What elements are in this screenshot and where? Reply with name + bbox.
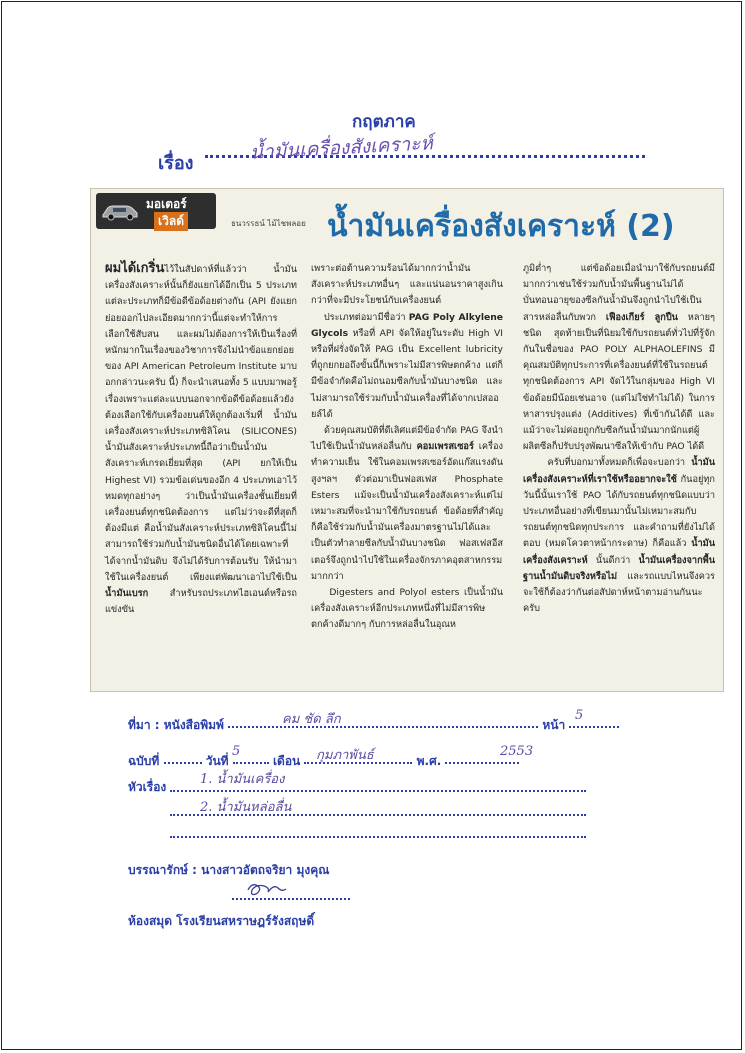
issue-dotted-line xyxy=(164,760,202,764)
paragraph: นั้นดีกว่า xyxy=(587,554,639,566)
topic-value-1: 1. น้ำมันเครื่อง xyxy=(200,772,285,787)
source-dotted-line xyxy=(228,724,538,728)
year-value: 2553 xyxy=(500,744,534,759)
source-value: คม ชัด ลึก xyxy=(282,712,341,727)
author-byline: ธนวรรธน์ ไม้ไชพลอย xyxy=(231,219,306,228)
page-value: 5 xyxy=(575,708,584,723)
day-label: วันที่ xyxy=(205,754,229,768)
page-label: หน้า xyxy=(542,718,566,732)
bold-phrase: น้ำมันเบรก xyxy=(105,588,149,600)
paragraph: ประเภทต่อมามีชื่อว่า xyxy=(323,311,409,323)
compiler-name: นางสาวอัตถจริยา มุงคุณ xyxy=(201,863,330,877)
paragraph: ด้วยคุณสมบัติที่ดีเลิศแต่มีข้อจำกัด PAG จึงนำไปใช้เป็นน้ำมันหล่อลื่นกับ xyxy=(311,425,503,453)
source-label: ที่มา : หนังสือพิมพ์ xyxy=(128,718,224,732)
lead-words: ผมได้เกริ่น xyxy=(105,261,165,276)
compiler-label: บรรณารักษ์ : xyxy=(128,863,197,877)
logo-text-top: มอเตอร์ xyxy=(146,197,187,211)
day-value: 5 xyxy=(232,744,241,759)
paragraph: เครื่องทำความเย็น ใช้ในคอมเพรสเซอร์อัดแก๊สแรงดันสูงฯลฯ ตัวต่อมาเป็นฟอสเฟส Phosphate Esters แม้จะเป็นน้ำมันเครื่องสังเคราะห์แต่ไม่เหมาะสมที่จะนำมาใช้กับรถยนต์ ข้อด้อยที่สำคัญก็คือใช้ร่วมกับน้ำมันเครื่องมาตรฐานไม่ได้และเป็นตัวทำลายซีลกับน้ำมันบางชนิด ฟอสเฟสอีสเตอร์จึงถูกนำไปใช้ในเครื่องจักรภาคอุตสาหกรรมมากกว่า xyxy=(311,441,503,582)
article-body xyxy=(105,261,715,686)
logo-text-bottom: เวิลด์ xyxy=(154,212,188,231)
paragraph: และรถแบบไหนจึงควรจะใช้ก็ต้องว่ากันต่อสัปดาห์หน้าตามอ่านกันนะครับ xyxy=(523,570,715,615)
topic-dotted-line-3 xyxy=(170,836,586,838)
bold-phrase: น้ำมันเครื่องสังเคราะห์ที่เราใช้หรืออยากจะใช้ xyxy=(523,457,716,485)
signature xyxy=(244,880,288,898)
article-headline: น้ำมันเครื่องสังเคราะห์ (2) xyxy=(327,209,675,244)
paragraph: เพราะต่อต้านความร้อนได้มากกว่าน้ำมันสังเคราะห์ประเภทอื่นๆ และแน่นอนราคาสูงเกินกว่าที่จะมีประโยชน์กับเครื่องยนต์ xyxy=(311,263,503,307)
bold-phrase: คอมเพรสเซอร์ xyxy=(416,441,474,453)
car-icon xyxy=(100,201,140,221)
issue-label: ฉบับที่ xyxy=(128,754,160,768)
paragraph: กันอยู่ทุกวันนี้นั้นเราใช้ PAO ได้กับรถยนต์ทุกชนิดแบบว่าประเภทอื่นอย่างที่เขียนมานั้นไม่เหมาะสมกับรถยนต์ทุกชนิดทุกประการ และคำถามที่ยังไม่ได้ตอบ (หมดโควตาหน้ากระดาษ) ก็คือแล้ว xyxy=(523,473,715,550)
day-dotted-line xyxy=(233,760,269,764)
topic-dotted-line-1 xyxy=(170,790,586,792)
paragraph: Digesters and Polyol esters เป็นน้ำมันเครื่องสังเคราะห์อีกประเภทหนึ่งที่ไม่มีสารพิษตกค้างดีมากๆ กับการหล่อลื่นในอุณห xyxy=(311,587,503,631)
paragraph: ไว้ในสัปดาห์ที่แล้วว่า น้ำมันเครื่องสังเคราะห์นั้นก็ยังแยกได้อีกเป็น 5 ประเภทแต่ละประเภทก็มีข้อดีข้อด้อยต่างกัน (API ยังแยกย่อยออกไปละเอียดมากกว่านี้แต่จะทำให้การเลือกใช้สับสน และผมไม่ต้องการให้เป็นเรื่องที่หนักมากในเรื่องของวิชาการจึงไม่นำข้อแยกย่อยของ API American Petroleum Institute มาบอกกล่าวนะครับ นี้) ก็จะนำเสนอทั้ง 5 แบบมาพอรู้เรื่องเพราะแต่ละแบบนอกจากข้อดีข้อด้อยแล้วยังต้องเลือกใช้กับเครื่องยนต์ให้ถูกต้องเริ่มที่ น้ำมันเครื่องสังเคราะห์ประเภทซิลิโคน (SILICONES) น้ำมันสังเคราะห์ประเภทนี้ถือว่าเป็นน้ำมันสังเคราะห์เกรดเยี่ยมที่สุด (API ยกให้เป็น Highest VI) รวมข้อเด่นของอีก 4 ประเภทเอาไว้หมดทุกอย่างๆ ว่าเป็นน้ำมันเครื่องชั้นเยี่ยมที่เครื่องยนต์ทุกชนิดต้องการ แต่ไม่ว่าจะดีที่สุดก็ต้องมีแต่ คือน้ำมันสังเคราะห์ประเภทซิลิโคนนี้ไม่สามารถใช้ร่วมกับน้ำมันชนิดอื่นได้โดยเฉพาะที่ได้จากน้ำมันดิบ จึงไม่ได้รับการต้อนรับ ให้นำมาใช้ในเครื่องยนต์ เพียงแต่พัฒนาเอาไปใช้เป็น xyxy=(105,264,297,583)
article-column-2 xyxy=(311,261,503,634)
bold-phrase: น้ำมันเครื่องสังเคราะห์ xyxy=(523,538,715,566)
article-column-1 xyxy=(105,261,297,618)
signature-dotted-line xyxy=(232,898,350,900)
newspaper-clipping xyxy=(90,188,724,692)
year-label: พ.ศ. xyxy=(416,754,442,768)
bold-phrase: เฟืองเกียร์ ลูกปืน xyxy=(605,311,678,323)
subject-label: เรื่อง xyxy=(158,153,194,174)
paragraph: หลายๆ ชนิด สุดท้ายเป็นที่นิยมใช้กับรถยนต์ทั่วไปที่รู้จักกันในชื่อของ PAO POLY ALPHAOLEFINS มีคุณสมบัติทุกประการที่เครื่องยนต์ที่ใช้ในรถยนต์ทุกชนิดต้องการ API จัดไว้ในกลุ่มของ High VI ข้อด้อยมีน้อยเช่นอาจ (แต่ไม่ใช่ทำไม่ได้) ในการหาสารปรุงแต่ง (Additives) ที่เข้ากันได้ดี และแม้ว่าจะไม่ค่อยถูกกับซีลกันน้ำมันมากนักแต่ผู้ผลิตซีลก็ปรับปรุงพัฒนาซีลให้เข้ากับ PAO ได้ดี xyxy=(523,311,715,453)
year-dotted-line xyxy=(445,760,519,764)
topic-value-2: 2. น้ำมันหล่อลื่น xyxy=(200,800,292,815)
topic-label: หัวเรื่อง xyxy=(128,780,167,794)
subject-handwritten: น้ำมันเครื่องสังเคราะห์ xyxy=(249,132,434,164)
paragraph: หรือที่ API จัดให้อยู่ในระดับ High VI หรือที่ฝรั่งจัดให้ PAG เป็น Excellent lubricity ที่ถูกยกยอถึงขั้นนี้ก็เพราะไม่มีสารพิษตกค้าง แต่ก็มีข้อจำกัดคือไม่ถนอมซีลกับน้ำมันบางชนิด และไม่สามารถใช้ร่วมกับน้ำมันเครื่องที่ได้จากเปสออยล์ได้ xyxy=(311,327,503,420)
form-title: กฤตภาค xyxy=(352,112,416,132)
bold-phrase: น้ำมันเครื่องจากพื้นฐานน้ำมันดิบจริงหรือไม่ xyxy=(523,554,715,582)
column-logo xyxy=(96,193,216,229)
page-dotted-line xyxy=(569,724,619,728)
library-name: ห้องสมุด โรงเรียนสหราษฎร์รังสฤษดิ์ xyxy=(128,914,315,928)
source-row xyxy=(128,716,619,735)
paragraph: ครับที่บอกมาทั้งหมดก็เพื่อจะบอกว่า xyxy=(547,457,692,469)
bold-phrase: PAG Poly Alkylene Glycols xyxy=(311,311,503,339)
month-label: เดือน xyxy=(272,754,301,768)
compiler-row xyxy=(128,861,329,880)
paragraph: สำหรับรถประเภทไฮเอนด์หรือรถแข่งขัน xyxy=(105,588,297,616)
paragraph: ภูมิต่ำๆ แต่ข้อด้อยเมื่อนำมาใช้กับรถยนต์มีมากกว่าเช่นใช้ร่วมกับน้ำมันพื้นฐานไม่ได้ บั่นทอนอายุของซีลกันน้ำมันจึงถูกนำไปใช้เป็นสารหล่อลื่นกับพวก xyxy=(523,263,715,323)
month-value: กุมภาพันธ์ xyxy=(316,748,374,763)
article-column-3 xyxy=(523,261,715,617)
